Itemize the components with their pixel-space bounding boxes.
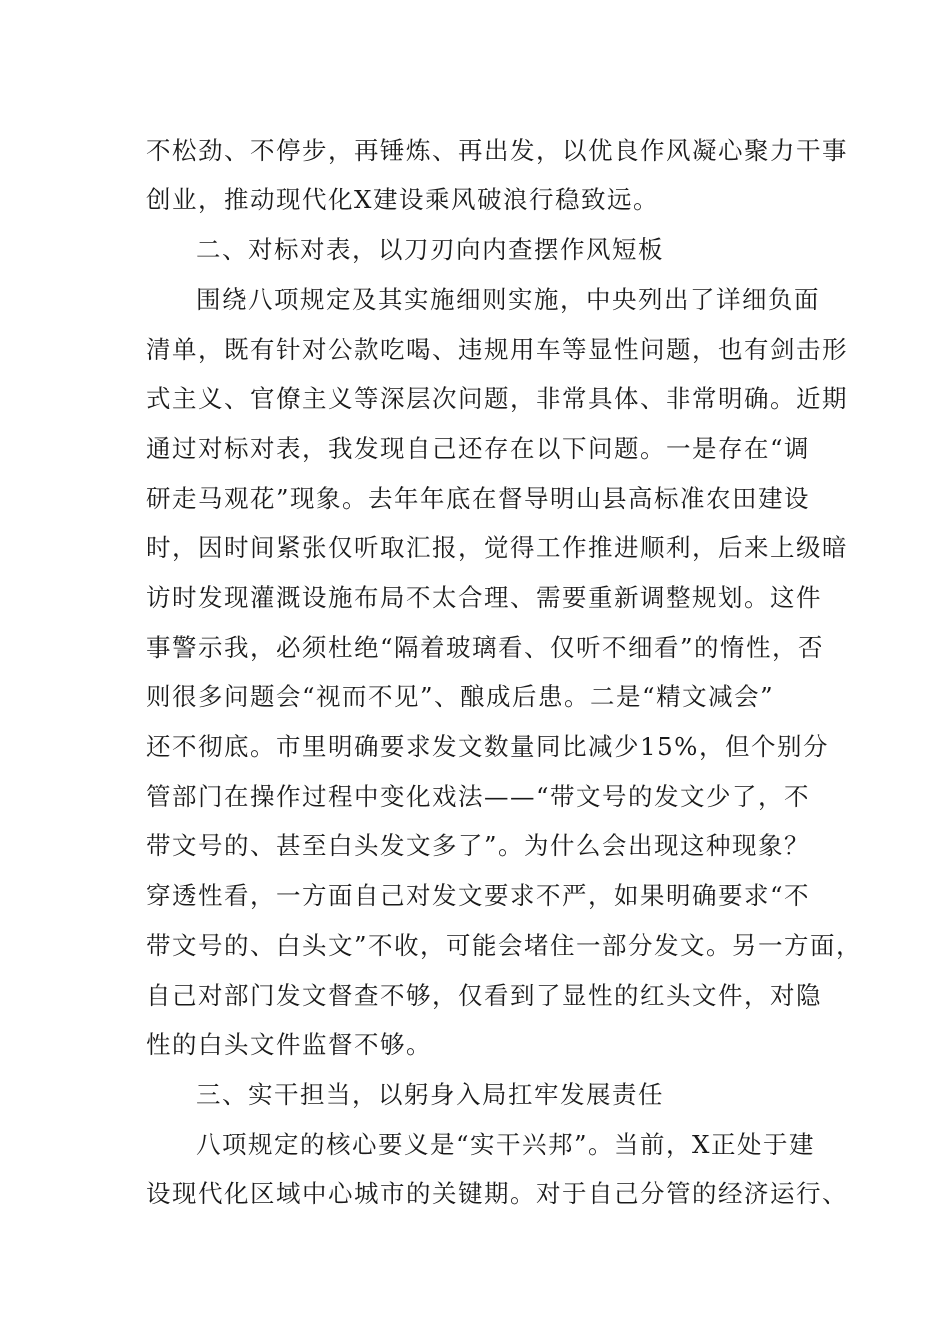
body-line: 自己对部门发文督查不够，仅看到了显性的红头文件，对隐 bbox=[146, 981, 822, 1010]
body-line: 不松劲、不停步，再锤炼、再出发，以优良作风凝心聚力干事 bbox=[146, 136, 848, 165]
body-line: 带文号的、白头文”不收，可能会堵住一部分发文。另一方面， bbox=[146, 931, 863, 960]
body-line: 式主义、官僚主义等深层次问题，非常具体、非常明确。近期 bbox=[146, 384, 848, 413]
body-line: 还不彻底。市里明确要求发文数量同比减少15%，但个别分 bbox=[146, 732, 829, 761]
body-line: 带文号的、甚至白头发文多了”。为什么会出现这种现象？ bbox=[146, 831, 811, 860]
section-heading-3: 三、实干担当，以躬身入局扛牢发展责任 bbox=[196, 1080, 664, 1109]
body-line: 穿透性看，一方面自己对发文要求不严，如果明确要求“不 bbox=[146, 881, 811, 910]
body-line: 访时发现灌溉设施布局不太合理、需要重新调整规划。这件 bbox=[146, 583, 822, 612]
section-heading-2: 二、对标对表，以刀刃向内查摆作风短板 bbox=[196, 235, 664, 264]
body-line: 八项规定的核心要义是“实干兴邦”。当前，X正处于建 bbox=[196, 1130, 815, 1159]
body-line: 事警示我，必须杜绝“隔着玻璃看、仅听不细看”的惰性，否 bbox=[146, 633, 825, 662]
body-line: 围绕八项规定及其实施细则实施，中央列出了详细负面 bbox=[196, 285, 820, 314]
body-line: 时，因时间紧张仅听取汇报，觉得工作推进顺利，后来上级暗 bbox=[146, 533, 848, 562]
body-line: 清单，既有针对公款吃喝、违规用车等显性问题，也有剑击形 bbox=[146, 335, 848, 364]
body-line: 性的白头文件监督不够。 bbox=[146, 1030, 432, 1059]
body-line: 则很多问题会“视而不见”、酿成后患。二是“精文减会” bbox=[146, 682, 775, 711]
body-line: 管部门在操作过程中变化戏法——“带文号的发文少了，不 bbox=[146, 782, 811, 811]
body-line: 通过对标对表，我发现自己还存在以下问题。一是存在“调 bbox=[146, 434, 811, 463]
body-line: 创业，推动现代化X建设乘风破浪行稳致远。 bbox=[146, 185, 659, 214]
body-line: 研走马观花”现象。去年年底在督导明山县高标准农田建设 bbox=[146, 484, 811, 513]
body-line: 设现代化区域中心城市的关键期。对于自己分管的经济运行、 bbox=[146, 1179, 848, 1208]
